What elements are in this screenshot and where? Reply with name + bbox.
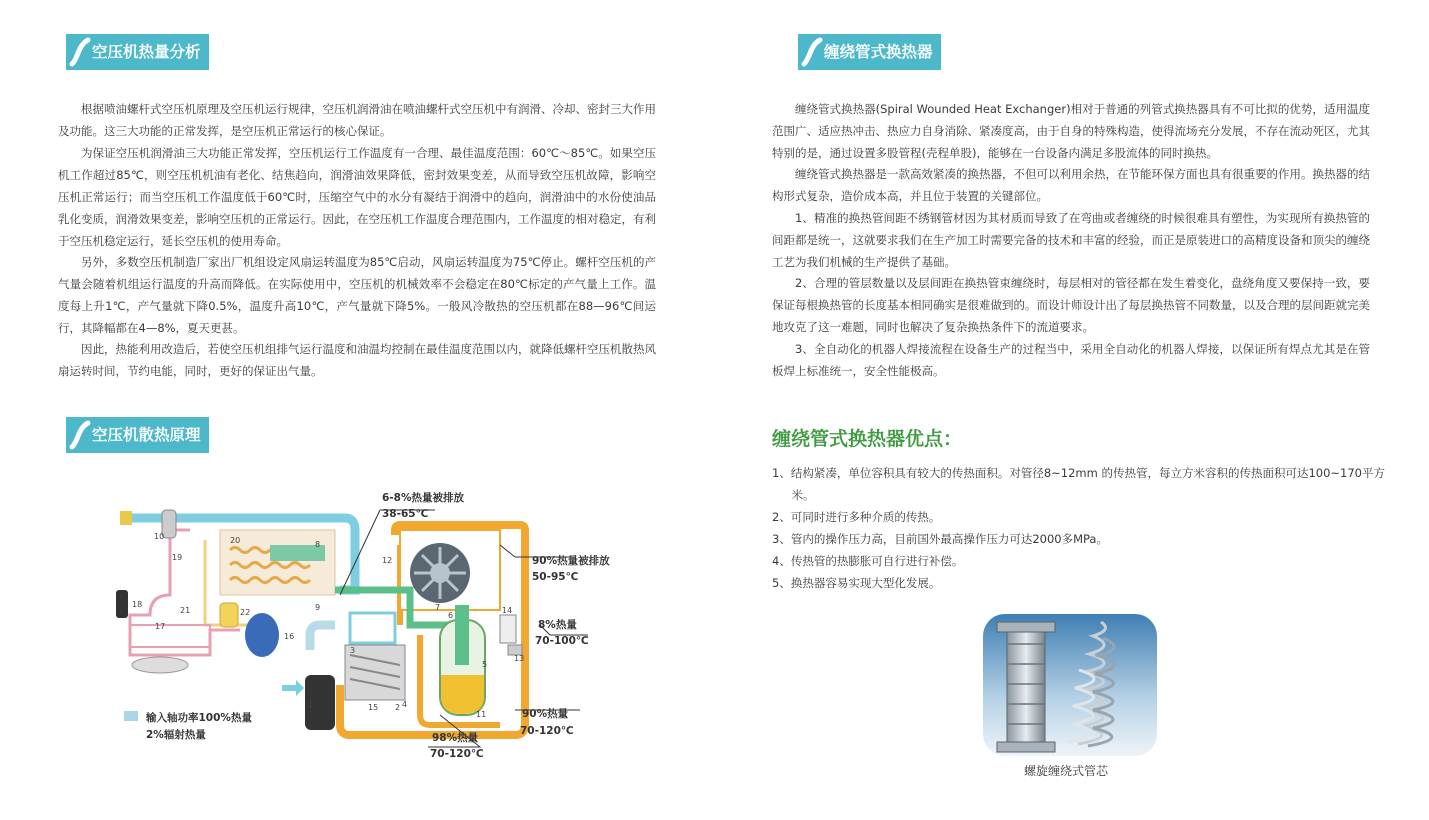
section-title-text: 空压机热量分析 [92, 43, 201, 61]
paragraph: 3、全自动化的机器人焊接流程在设备生产的过程当中，采用全自动化的机器人焊接，以保证所有焊点尤其是在管板焊上标准统一，安全性能极高。 [772, 342, 1370, 378]
part-number: 4 [402, 700, 408, 709]
label-right3-percent: 90%热量 [522, 708, 569, 720]
receiver-tank [116, 590, 128, 618]
label-right1-percent: 90%热量被排放 [532, 555, 610, 567]
part-number: 8 [315, 540, 321, 549]
part-number: 11 [476, 710, 487, 719]
air-inlet-box [350, 613, 395, 643]
part-number: 16 [284, 632, 295, 641]
separator-element [455, 605, 469, 665]
part-number: 9 [315, 603, 321, 612]
section-title-heat-exchanger [798, 34, 941, 70]
paragraph: 为保证空压机润滑油三大功能正常发挥，空压机运行工作温度有一合理、最佳温度范围：60℃～85℃。如果空压机工作超过85℃，则空压机机油有老化、结焦趋向，润滑油效果降低，密封效果变差，从而导致空压机故障，影响空压机正常运行；而当空压机工作温度低于60℃时，压缩空气中的水分有凝结于润滑中的趋向，润滑油中的水份使油品乳化变质，润滑效果变差，影响空压机的正常运行。因此，在空压机工作温度合理范围内，工作温度的相对稳定，有利于空压机稳定运行，延长空压机的使用寿命。 [58, 146, 656, 248]
label-top-temp: 38-65℃ [382, 508, 429, 520]
brand-logo-icon [800, 37, 824, 67]
label-right3-temp: 70-120℃ [520, 725, 574, 737]
part-number: 10 [154, 532, 165, 541]
refrigeration-compressor [245, 613, 279, 657]
motor-cooling-air [310, 625, 335, 650]
part-number: 14 [502, 606, 513, 615]
label-bottom-temp: 70-120℃ [430, 748, 484, 760]
spiral-tube-core-photo [983, 614, 1157, 756]
part-number: 19 [172, 553, 183, 562]
section-title-cooling-principle [66, 417, 209, 453]
part-number: 1 [308, 700, 314, 709]
legend-radiant-heat: 2%辐射热量 [146, 729, 206, 741]
legend-swatch [124, 711, 138, 721]
part-number: 18 [132, 600, 143, 609]
label-right2-percent: 8%热量 [538, 619, 577, 631]
thermostatic-valve [500, 615, 516, 643]
paragraph: 根据喷油螺杆式空压机原理及空压机运行规律，空压机润滑油在喷油螺杆式空压机中有润滑、冷却、密封三大作用及功能。这三大功能的正常发挥，是空压机正常运行的核心保证。 [58, 102, 656, 138]
part-number: 6 [448, 611, 454, 620]
part-number: 7 [435, 603, 441, 612]
legend-input-power: 输入轴功率100%热量 [146, 712, 252, 724]
advantage-item: 2、可同时进行多种介质的传热。 [772, 510, 941, 524]
section-title-text: 缠绕管式换热器 [824, 43, 933, 61]
label-right1-temp: 50-95℃ [532, 571, 579, 583]
label-right2-temp: 70-100℃ [535, 635, 589, 647]
paragraph: 因此，热能利用改造后，若使空压机组排气运行温度和油温均控制在最佳温度范围以内，就降低螺杆空压机散热风扇运转时间，节约电能，同时，更好的保证出气量。 [58, 342, 656, 378]
input-arrow-icon [282, 680, 304, 696]
advantages-heading: 缠绕管式换热器优点： [772, 428, 963, 450]
drier [220, 603, 238, 627]
section-title-heat-analysis [66, 34, 209, 70]
part-number: 2 [395, 703, 401, 712]
paragraph: 2、合理的管层数量以及层间距在换热管束缠绕时，每层相对的管径都在发生着变化，盘绕角度又要保持一致，要保证每根换热管的长度基本相同确实是很难做到的。而设计师设计出了每层换热管不同数量，以及合理的层间距就完美地攻克了这一难题，同时也解决了复杂换热条件下的流道要求。 [772, 276, 1370, 334]
advantage-item: 4、传热管的热膨胀可自行进行补偿。 [772, 554, 964, 568]
label-top-percent: 6-8%热量被排放 [382, 492, 464, 504]
section-title-text: 空压机散热原理 [92, 426, 201, 444]
brand-logo-icon [68, 420, 92, 450]
part-number: 22 [240, 608, 251, 617]
part-number: 3 [350, 646, 356, 655]
advantage-item: 5、换热器容易实现大型化发展。 [772, 576, 941, 590]
part-number: 20 [230, 536, 241, 545]
part-number: 13 [514, 654, 525, 663]
separator-oil-level [441, 675, 484, 714]
part-number: 12 [382, 556, 393, 565]
paragraph: 缠绕管式换热器是一款高效紧凑的换热器，不但可以利用余热，在节能环保方面也具有很重要的作用。换热器的结构形式复杂，造价成本高，并且位于装置的关键部位。 [772, 167, 1370, 203]
tube-bundle [1007, 628, 1045, 748]
part-number: 5 [482, 660, 488, 669]
part-number: 21 [180, 606, 191, 615]
part-number: 17 [155, 622, 166, 631]
paragraph: 缠绕管式换热器(Spiral Wounded Heat Exchanger)相对于普通的列管式换热器具有不可比拟的优势，适用温度范围广、适应热冲击、热应力自身消除、紧凑度高，由于自身的特殊构造，使得流场充分发展，不存在流动死区，尤其特别的是，通过设置多股管程(壳程单股)，能够在一台设备内满足多股流体的同时换热。 [772, 102, 1370, 160]
advantage-item: 3、管内的操作压力高，目前国外最高操作压力可达2000多MPa。 [772, 532, 1108, 546]
paragraph: 另外，多数空压机制造厂家出厂机组设定风扇运转温度为85℃启动，风扇运转温度为75℃停止。螺杆空压机的产气量会随着机组运行温度的升高而降低。在实际使用中，空压机的机械效率不会稳定在80℃标定的产气量上工作。温度每上升1℃，产气量就下降0.5%，温度升高10℃，产气量就下降5%。一般风冷散热的空压机都在88—96℃间运行，其降幅都在4—8%，夏天更甚。 [58, 255, 656, 335]
inlet-valve [120, 511, 132, 525]
advantage-item: 1、结构紧凑，单位容积具有较大的传热面积。对管径8~12mm 的传热管，每立方米容积的传热面积可达100~170平方米。 [772, 466, 1385, 502]
condenser-coil [130, 625, 210, 647]
condenser-fan [132, 657, 188, 673]
compressor-cooling-diagram [110, 485, 630, 765]
label-bottom-percent: 98%热量 [432, 732, 479, 744]
brand-logo-icon [68, 37, 92, 67]
photo-caption: 螺旋缠绕式管芯 [1024, 764, 1109, 778]
paragraph: 1、精准的换热管间距不绣钢管材因为其材质而导致了在弯曲或者缠绕的时候很难具有塑性，为实现所有换热管的间距都是统一，这就要求我们在生产加工时需要完备的技术和丰富的经验，而正是原装进口的高精度设备和顶尖的缠绕工艺为我们机械的生产提供了基础。 [772, 211, 1370, 269]
part-number: 15 [368, 703, 379, 712]
